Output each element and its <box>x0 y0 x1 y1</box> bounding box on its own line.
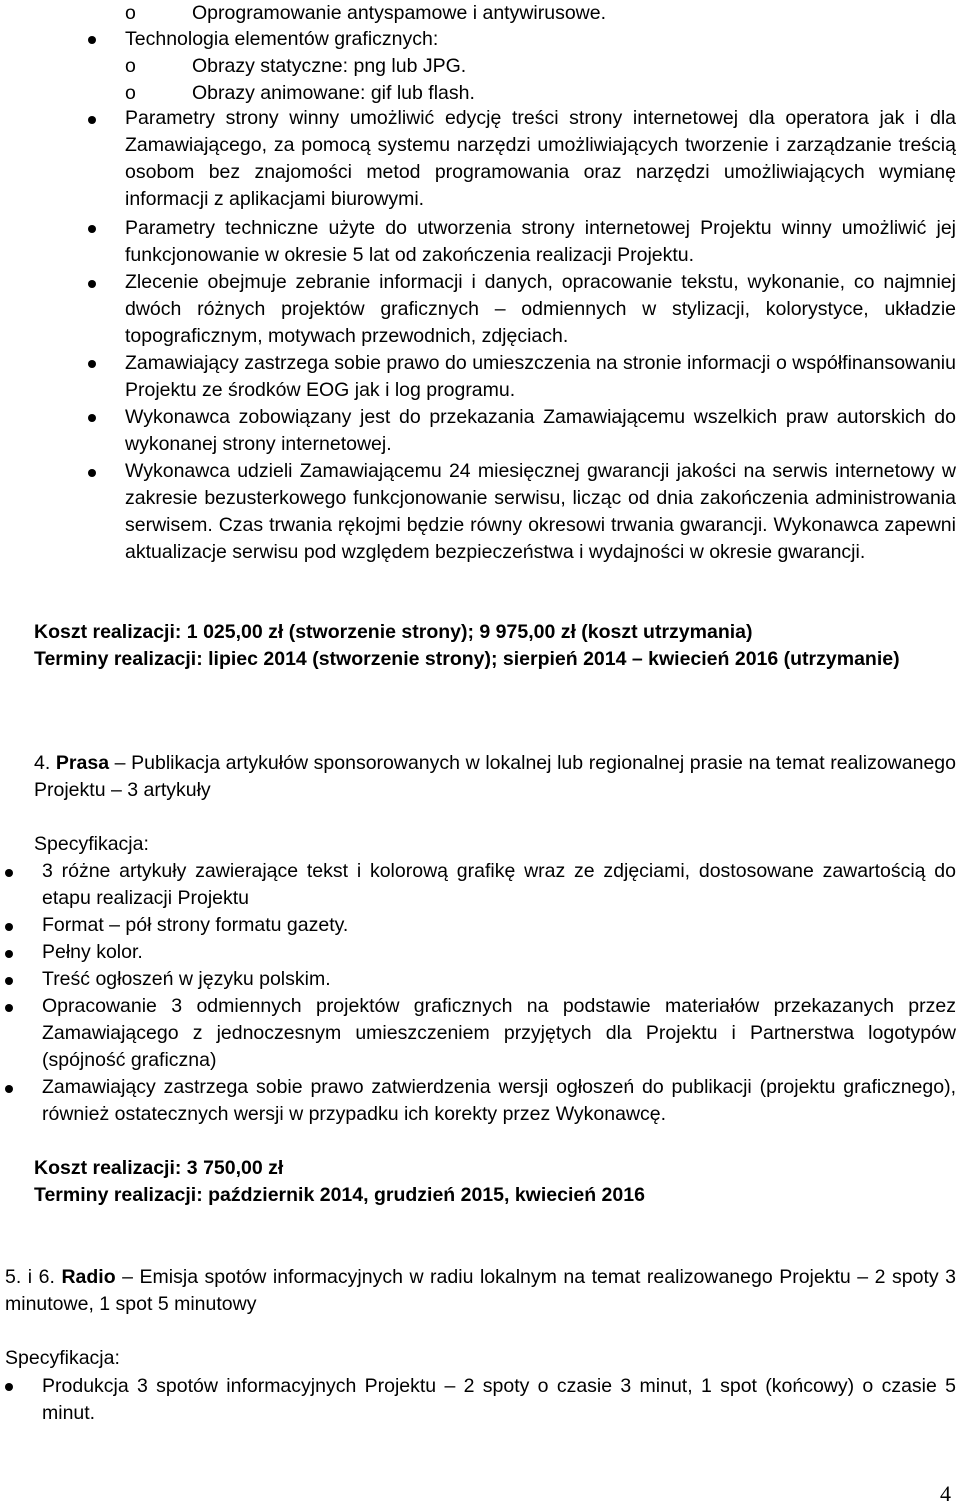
cost-line: Koszt realizacji: 1 025,00 zł (stworzenie strony); 9 975,00 zł (koszt utrzymania) <box>34 621 753 643</box>
bullet-icon <box>88 414 96 422</box>
list-item: Wykonawca udzieli Zamawiającemu 24 miesięcznej gwarancji jakości na serwis internetowy w zakresie bezusterkowego funkcjonowanie serwisu, licząc od dnia zakończenia administrowania serwisem. Czas trwania rękojmi będzie równy okresowi trwania gwarancji. Wykonawca zapewni aktualizacje serwisu pod względem bezpieczeństwa i wydajności w okresie gwarancji. <box>125 460 956 563</box>
list-item: Wykonawca zobowiązany jest do przekazania Zamawiającemu wszelkich praw autorskich do wykonanej strony internetowej. <box>125 406 956 455</box>
bullet-icon <box>88 360 96 368</box>
list-subitem-text: Obrazy animowane: gif lub flash. <box>192 82 475 104</box>
terms-line: Terminy realizacji: lipiec 2014 (stworzenie strony); sierpień 2014 – kwiecień 2016 (utrzymanie) <box>34 648 900 670</box>
list-item: Zamawiający zastrzega sobie prawo zatwierdzenia wersji ogłoszeń do publikacji (projektu graficznego), również ostatecznych wersji w przypadku ich korekty przez Wykonawcę. <box>42 1076 956 1125</box>
list-item: Format – pół strony formatu gazety. <box>42 914 349 936</box>
section-heading <box>5 1264 956 1318</box>
bullet-icon <box>88 225 96 233</box>
list-marker: o <box>125 82 136 104</box>
bullet-icon <box>88 469 96 477</box>
section-title: Radio <box>61 1266 116 1288</box>
list-item: Treść ogłoszeń w języku polskim. <box>42 968 331 990</box>
bullet-icon <box>5 923 13 931</box>
bullet-icon <box>88 116 96 124</box>
bullet-icon <box>5 977 13 985</box>
list-item: Parametry techniczne użyte do utworzenia strony internetowej Projektu winny umożliwić jej funkcjonowanie w okresie 5 lat od zakończenia realizacji Projektu. <box>125 217 956 266</box>
section-description: – Emisja spotów informacyjnych w radiu lokalnym na temat realizowanego Projektu – 2 spoty 3 minutowe, 1 spot 5 minutowy <box>5 1266 956 1315</box>
list-item: Zamawiający zastrzega sobie prawo do umieszczenia na stronie informacji o współfinansowaniu Projektu ze środków EOG jak i log programu. <box>125 352 956 401</box>
section-title: Prasa <box>55 752 110 774</box>
list-marker: o <box>125 2 136 24</box>
page-number: 4 <box>940 1481 951 1506</box>
list-item: Opracowanie 3 odmiennych projektów graficznych na podstawie materiałów przekazanych przez Zamawiającego z jednoczesnym umieszczeniem przyjętych dla Projektu i Partnerstwa logotypów (spójność graficzna) <box>42 995 956 1071</box>
cost-line: Koszt realizacji: 3 750,00 zł <box>34 1157 284 1179</box>
spec-label: Specyfikacja: <box>5 1347 120 1369</box>
bullet-icon <box>5 1085 13 1093</box>
list-subitem-text: Oprogramowanie antyspamowe i antywirusowe. <box>192 2 607 24</box>
list-marker: o <box>125 55 136 77</box>
section-heading <box>34 750 956 804</box>
list-item: Produkcja 3 spotów informacyjnych Projektu – 2 spoty o czasie 3 minut, 1 spot (końcowy) o czasie 5 minut. <box>42 1375 956 1424</box>
list-item: 3 różne artykuły zawierające tekst i kolorową grafikę wraz ze zdjęciami, dostosowane zawartością do etapu realizacji Projektu <box>42 860 956 909</box>
list-item: Zlecenie obejmuje zebranie informacji i danych, opracowanie tekstu, wykonanie, co najmniej dwóch różnych projektów graficznych – odmiennych w stylizacji, kolorystyce, układzie topograficznym, motywach przewodnich, zdjęciach. <box>125 271 956 347</box>
bullet-icon <box>5 1004 13 1012</box>
section-number: 4. <box>34 752 51 774</box>
list-item: Pełny kolor. <box>42 941 143 963</box>
bullet-icon <box>5 950 13 958</box>
bullet-icon <box>88 36 96 44</box>
list-subitem-text: Obrazy statyczne: png lub JPG. <box>192 55 467 77</box>
bullet-icon <box>88 280 96 288</box>
bullet-icon <box>5 869 13 877</box>
terms-line: Terminy realizacji: październik 2014, grudzień 2015, kwiecień 2016 <box>34 1184 645 1206</box>
bullet-icon <box>5 1383 13 1391</box>
section-description: – Publikacja artykułów sponsorowanych w lokalnej lub regionalnej prasie na temat realizowanego Projektu – 3 artykuły <box>34 752 956 801</box>
section-number: 5. i 6. <box>5 1266 55 1288</box>
spec-label: Specyfikacja: <box>34 833 149 855</box>
list-item: Technologia elementów graficznych: <box>125 28 439 50</box>
list-item: Parametry strony winny umożliwić edycję treści strony internetowej dla operatora jak i dla Zamawiającego, za pomocą systemu narzędzi umożliwiających tworzenie i zarządzanie treścią osobom bez znajomości metod programowania oraz narzędzi umożliwiających wymianę informacji z aplikacjami biurowymi. <box>125 107 956 210</box>
